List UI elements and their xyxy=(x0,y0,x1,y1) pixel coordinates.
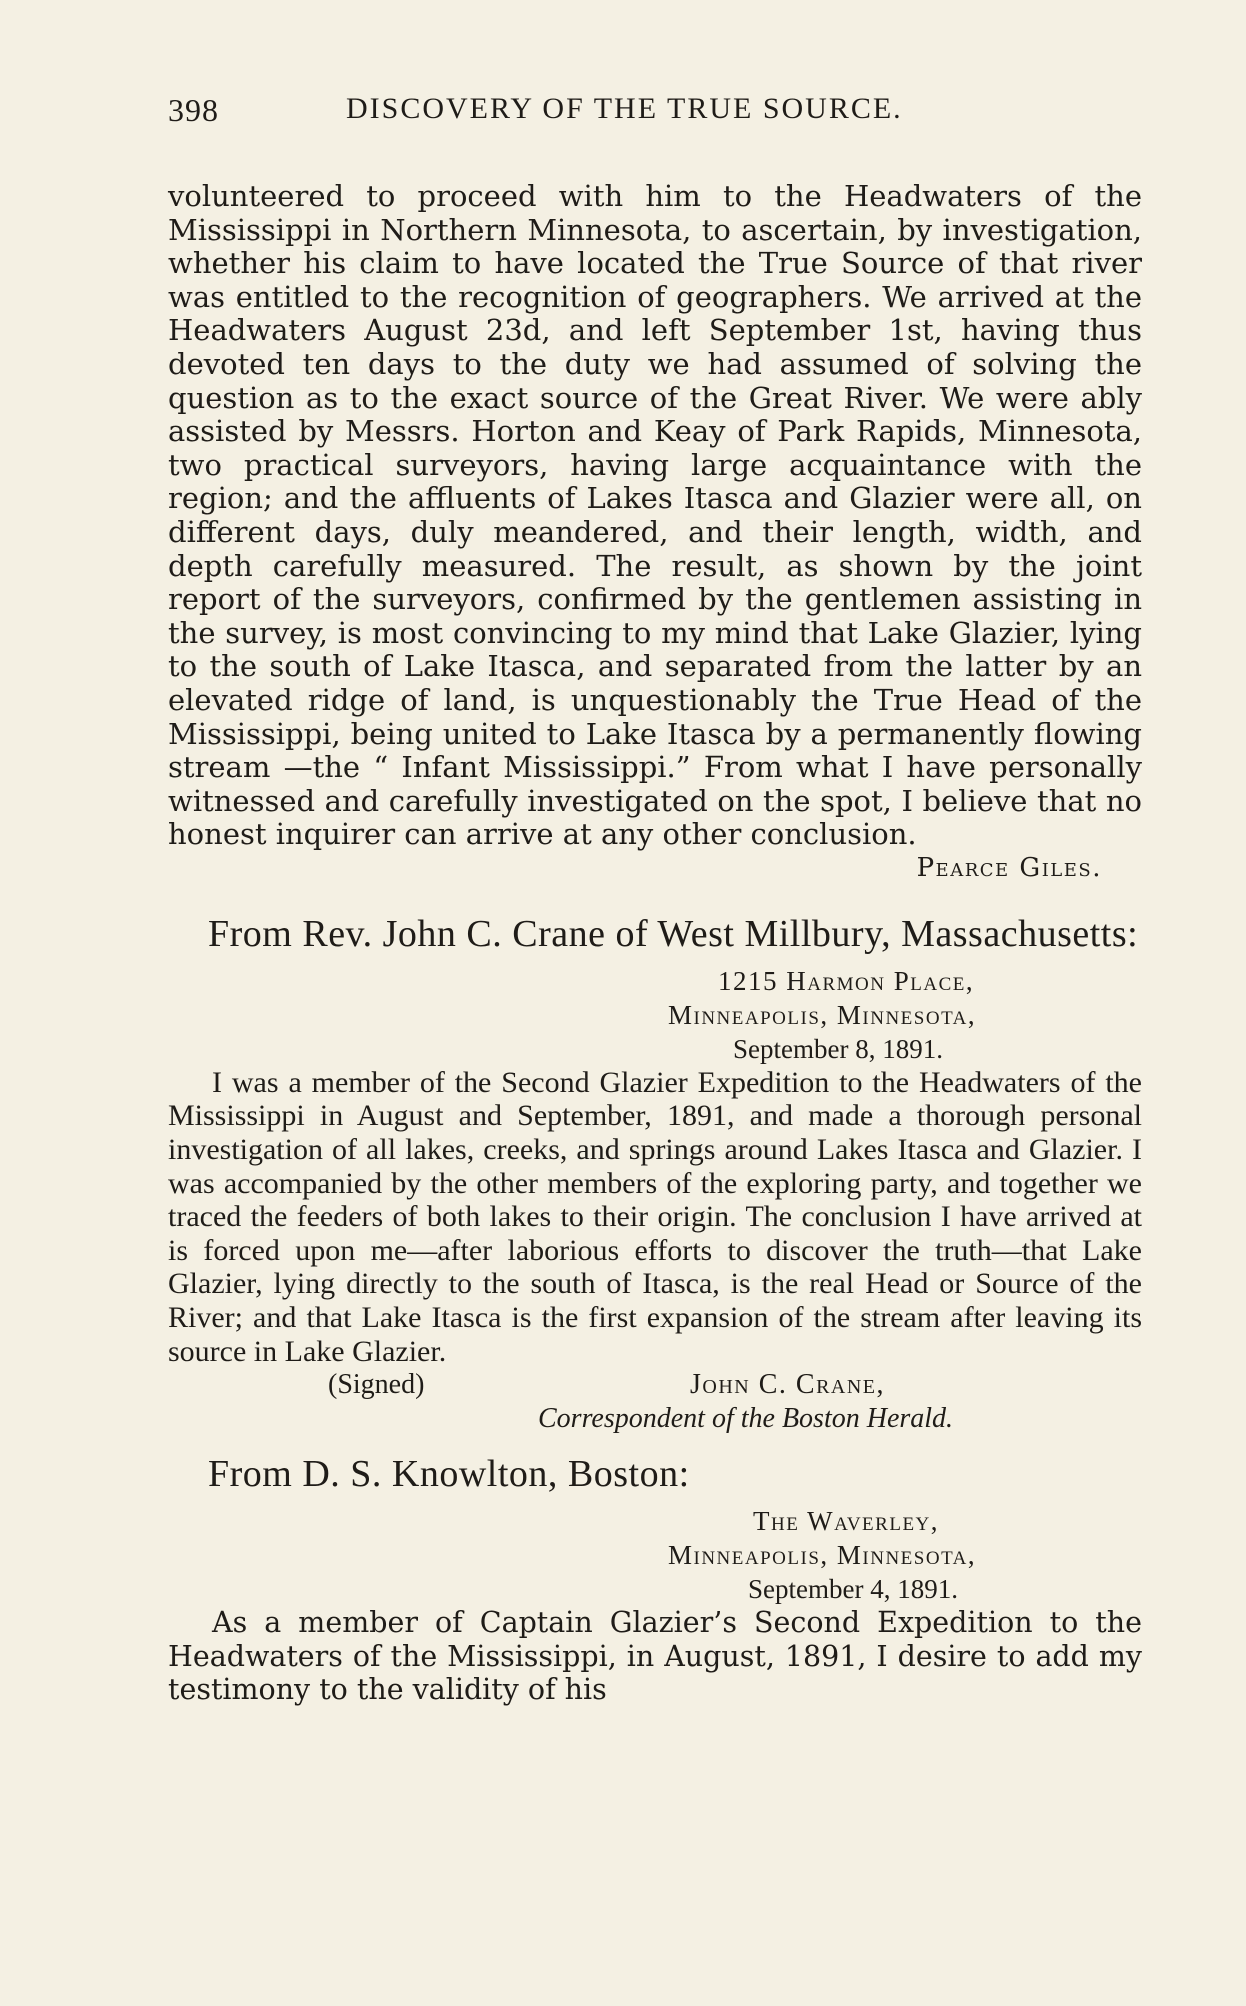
signed-label: (Signed) xyxy=(328,1369,425,1401)
address-line: 1215 Harmon Place, xyxy=(718,965,975,996)
page-number: 398 xyxy=(168,92,219,128)
letter-crane-text: I was a member of the Second Glazier Expedition to the Headwaters of the Mississippi in August and September, 1891, and made a thorough personal investigation of all lakes, creeks, and springs around Lakes Itasca and Glazier. I was accompanied by the other members of the exploring party, and together we traced the feeders of both lakes to their origin. The conclusion I have arrived at is forced upon me—after laborious efforts to discover the truth—that Lake Glazier, lying directly to the south of Itasca, is the real Head or Source of the River; and that Lake Itasca is the first expansion of the stream after leaving its source in Lake Glazier. xyxy=(168,1065,1142,1368)
letter-crane-signature: John C. Crane, xyxy=(690,1369,886,1401)
letter-knowlton-heading: From D. S. Knowlton, Boston: xyxy=(208,1453,690,1496)
address-line: Minneapolis, Minnesota, xyxy=(668,1540,977,1571)
address-line: The Waverley, xyxy=(753,1506,940,1537)
letter-knowlton-text: As a member of Captain Glazier’s Second Expedition to the Headwaters of the Mississippi, in August, 1891, I desire to add my testimony to the validity of his xyxy=(168,1606,1142,1707)
letter-crane-affiliation: Correspondent of the Boston Herald. xyxy=(538,1403,954,1435)
letter-giles-text: volunteered to proceed with him to the Headwaters of the Mississippi in Northern Minnesota, to ascertain, by investigation, whether his claim to have located the True Source of that river was entitled to the recognition of geographers. We arrived at the Headwaters August 23d, and left September 1st, having thus devoted ten days to the duty we had assumed of solving the question as to the exact source of the Great River. We were ably assisted by Messrs. Horton and Keay of Park Rapids, Minnesota, two practical surveyors, having large acquaintance with the region; and the affluents of Lakes Itasca and Glazier were all, on different days, duly meandered, and their length, width, and depth carefully measured. The result, as shown by the joint report of the surveyors, confirmed by the gentlemen assisting in the survey, is most convincing to my mind that Lake Glazier, lying to the south of Lake Itasca, and separated from the latter by an elevated ridge of land, is unquestionably the True Head of the Mississippi, being united to Lake Itasca by a permanently flowing stream —the “ Infant Mississippi.” From what I have personally witnessed and carefully investigated on the spot, I believe that no honest inquirer can arrive at any other conclusion. xyxy=(168,179,1142,852)
page-body xyxy=(168,180,1142,1707)
letter-knowlton-address xyxy=(168,1504,1142,1606)
letter-crane-heading: From Rev. John C. Crane of West Millbury, Massachusetts: xyxy=(208,912,1139,955)
letter-crane-address xyxy=(168,964,1142,1066)
letter-date: September 8, 1891. xyxy=(733,1033,943,1064)
address-line: Minneapolis, Minnesota, xyxy=(668,999,977,1030)
letter-giles-signature: Pearce Giles. xyxy=(916,852,1102,883)
letter-date: September 4, 1891. xyxy=(748,1574,958,1605)
running-title: DISCOVERY OF THE TRUE SOURCE. xyxy=(346,92,903,125)
letter-crane-signature-row xyxy=(168,1368,1142,1402)
